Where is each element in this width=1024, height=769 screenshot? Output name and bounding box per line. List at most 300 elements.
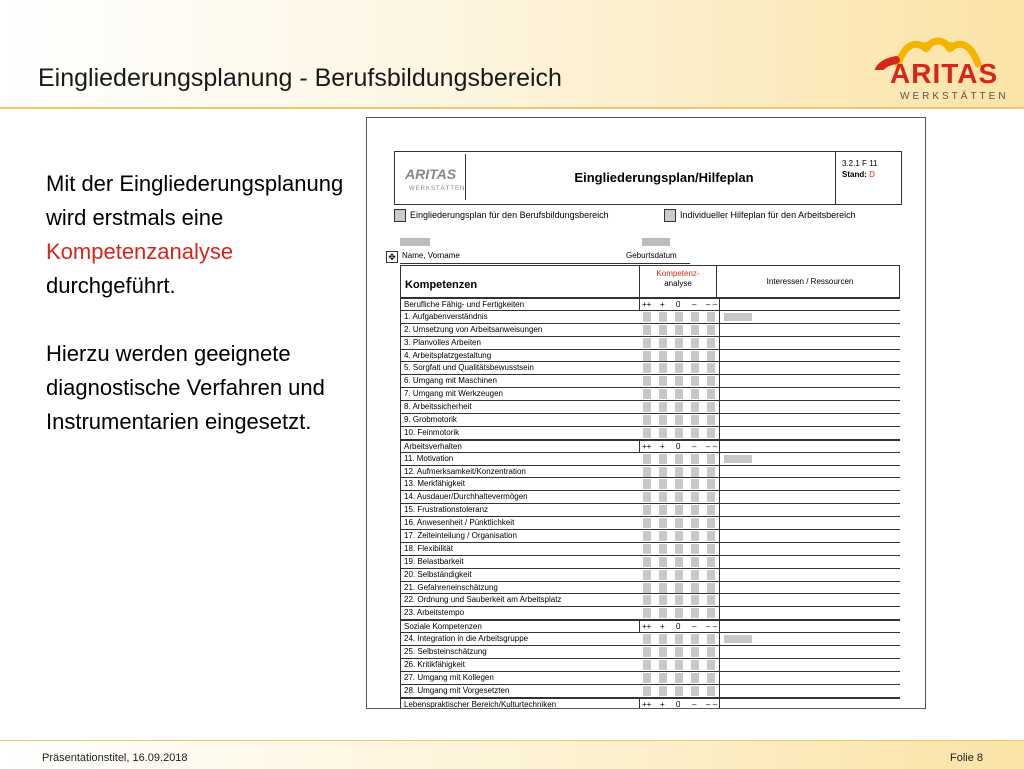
rating-cell[interactable]	[675, 402, 683, 412]
row-label: 6. Umgang mit Maschinen	[404, 376, 497, 386]
rating-cell[interactable]	[675, 467, 683, 477]
rating-cell[interactable]	[707, 660, 715, 670]
row-label: 21. Gefahreneinschätzung	[404, 582, 498, 592]
resource-cell	[719, 311, 902, 323]
rating-cell[interactable]	[643, 428, 651, 438]
rating-cell[interactable]	[707, 325, 715, 335]
rating-cell[interactable]	[643, 531, 651, 541]
rating-cell[interactable]	[707, 647, 715, 657]
scale-label: 0	[676, 622, 681, 632]
row-label: 19. Belastbarkeit	[404, 556, 464, 566]
rating-cell[interactable]	[691, 608, 699, 618]
rating-cell[interactable]	[675, 454, 683, 464]
rating-cell[interactable]	[707, 454, 715, 464]
rating-cell[interactable]	[707, 557, 715, 567]
resource-cell	[719, 337, 902, 349]
rating-cell[interactable]	[659, 415, 667, 425]
table-row	[400, 362, 900, 375]
rating-cells	[639, 659, 719, 671]
rating-cells	[639, 569, 719, 581]
row-label: 1. Aufgabenverständnis	[404, 311, 488, 321]
rating-cell[interactable]	[675, 570, 683, 580]
checkbox-icon	[664, 209, 676, 222]
table-row	[400, 401, 900, 414]
rating-cell[interactable]	[707, 363, 715, 373]
rating-cell[interactable]	[691, 505, 699, 515]
rating-cell[interactable]	[659, 595, 667, 605]
option-label: Eingliederungsplan für den Berufsbildungsbereich	[410, 209, 609, 220]
stand-value: D	[869, 170, 875, 179]
rating-cell[interactable]	[675, 376, 683, 386]
rating-cell[interactable]	[659, 454, 667, 464]
resource-cell	[719, 324, 902, 336]
rating-cell[interactable]	[691, 467, 699, 477]
rating-cells	[639, 556, 719, 568]
rating-cell[interactable]	[659, 531, 667, 541]
resource-cell	[719, 556, 902, 568]
rating-cell[interactable]	[707, 467, 715, 477]
rating-scale	[639, 441, 718, 452]
rating-cell[interactable]	[643, 454, 651, 464]
rating-cell[interactable]	[643, 312, 651, 322]
rating-cell[interactable]	[707, 583, 715, 593]
rating-cell[interactable]	[691, 570, 699, 580]
rating-cell[interactable]	[643, 544, 651, 554]
rating-cells	[639, 350, 719, 362]
rating-cells	[639, 685, 719, 697]
table-row	[400, 427, 900, 440]
rating-cell[interactable]	[707, 595, 715, 605]
rating-cell[interactable]	[659, 467, 667, 477]
rating-cell[interactable]	[707, 531, 715, 541]
table-row	[400, 517, 900, 530]
table-row	[400, 646, 900, 659]
rating-cell[interactable]	[659, 325, 667, 335]
scale-label: ++	[642, 441, 652, 451]
rating-cell[interactable]	[707, 505, 715, 515]
rating-cell[interactable]	[691, 595, 699, 605]
resource-cell	[719, 388, 902, 400]
rating-cell[interactable]	[659, 544, 667, 554]
rating-cells	[639, 607, 719, 619]
scale-label: +	[660, 622, 665, 632]
row-label: 23. Arbeitstempo	[404, 608, 465, 618]
rating-cell[interactable]	[707, 415, 715, 425]
rating-cell[interactable]	[675, 479, 683, 489]
table-row	[400, 491, 900, 504]
rating-cells	[639, 466, 719, 478]
table-row	[400, 324, 900, 337]
rating-cell[interactable]	[691, 531, 699, 541]
rating-cell[interactable]	[643, 467, 651, 477]
resource-cell	[719, 569, 902, 581]
rating-cell[interactable]	[675, 647, 683, 657]
rating-cell[interactable]	[643, 415, 651, 425]
row-label: 10. Feinmotorik	[404, 427, 460, 437]
rating-cells	[639, 491, 719, 503]
table-header	[400, 265, 900, 298]
rating-cell[interactable]	[707, 312, 715, 322]
resource-cell	[719, 414, 902, 426]
rating-cell[interactable]	[675, 673, 683, 683]
scale-label: –	[692, 622, 697, 632]
table-row	[400, 685, 900, 698]
resource-cell	[719, 441, 902, 452]
rating-cell[interactable]	[659, 376, 667, 386]
form-logo-sub: WERKSTÄTTEN	[409, 186, 466, 192]
footer-title-date: Präsentationstitel, 16.09.2018	[42, 752, 188, 764]
section-row	[400, 698, 900, 709]
rating-cell[interactable]	[675, 595, 683, 605]
resource-cell	[719, 491, 902, 503]
rating-cell[interactable]	[691, 492, 699, 502]
row-label: 13. Merkfähigkeit	[404, 479, 465, 489]
table-row	[400, 659, 900, 672]
name-label: Name, Vorname	[402, 251, 460, 260]
rating-cell[interactable]	[675, 363, 683, 373]
resource-cell	[719, 375, 902, 387]
checkbox-icon	[394, 209, 406, 222]
scale-label: – –	[706, 300, 718, 309]
rating-cell[interactable]	[659, 402, 667, 412]
resource-cell	[719, 362, 902, 374]
rating-cell[interactable]	[643, 505, 651, 515]
table-row	[400, 311, 900, 324]
rating-cell[interactable]	[659, 608, 667, 618]
rating-cell[interactable]	[675, 428, 683, 438]
rating-cell[interactable]	[707, 544, 715, 554]
rating-cell[interactable]	[643, 479, 651, 489]
rating-cell[interactable]	[643, 570, 651, 580]
rating-cell[interactable]	[643, 363, 651, 373]
rating-cell[interactable]	[691, 351, 699, 361]
rating-cell[interactable]	[707, 686, 715, 696]
rating-cell[interactable]	[691, 428, 699, 438]
resource-cell	[719, 466, 902, 478]
slide-body	[46, 167, 346, 439]
rating-cell[interactable]	[691, 634, 699, 644]
rating-cell[interactable]	[675, 351, 683, 361]
birthdate-label: Geburtsdatum	[626, 251, 677, 260]
rating-cell[interactable]	[691, 454, 699, 464]
rating-cell[interactable]	[691, 660, 699, 670]
resource-cell	[719, 478, 902, 490]
rating-cell[interactable]	[643, 660, 651, 670]
table-row	[400, 607, 900, 620]
rating-cell[interactable]	[675, 660, 683, 670]
row-label: Arbeitsverhalten	[404, 441, 462, 451]
rating-cell[interactable]	[691, 389, 699, 399]
rating-cell[interactable]	[707, 492, 715, 502]
rating-cells	[639, 517, 719, 529]
rating-cell[interactable]	[643, 351, 651, 361]
row-label: 22. Ordnung und Sauberkeit am Arbeitsplatz	[404, 595, 562, 605]
rating-cell[interactable]	[643, 608, 651, 618]
rating-cell[interactable]	[659, 492, 667, 502]
form-logo	[397, 154, 466, 200]
rating-cells	[639, 401, 719, 413]
table-row	[400, 543, 900, 556]
rating-cell[interactable]	[675, 389, 683, 399]
scale-label: –	[692, 300, 697, 309]
rating-scale	[639, 299, 718, 310]
rating-cell[interactable]	[675, 557, 683, 567]
scale-label: +	[660, 441, 665, 451]
scale-label: +	[660, 300, 665, 309]
row-label: Soziale Kompetenzen	[404, 622, 482, 632]
rating-cell[interactable]	[659, 505, 667, 515]
resource-cell	[719, 350, 902, 362]
rating-cells	[639, 504, 719, 516]
rating-cell[interactable]	[659, 363, 667, 373]
table-row	[400, 594, 900, 607]
rating-cell[interactable]	[675, 415, 683, 425]
table-row	[400, 504, 900, 517]
intro-text: Mit der Eingliederungsplanung wird erstmals eine	[46, 171, 344, 230]
rating-cells	[639, 337, 719, 349]
rating-cell[interactable]	[643, 402, 651, 412]
table-row	[400, 569, 900, 582]
form-code-box	[835, 152, 901, 204]
resource-cell	[719, 299, 902, 310]
table-row	[400, 375, 900, 388]
form-code: 3.2.1 F 11	[842, 159, 878, 168]
scale-label: 0	[676, 441, 681, 451]
rating-cell[interactable]	[659, 312, 667, 322]
row-label: 4. Arbeitsplatzgestaltung	[404, 350, 492, 360]
rating-cell[interactable]	[659, 647, 667, 657]
resource-cell	[719, 427, 902, 439]
rating-cell[interactable]	[707, 634, 715, 644]
rating-cell[interactable]	[691, 415, 699, 425]
rating-cell[interactable]	[659, 570, 667, 580]
rating-cell[interactable]	[691, 338, 699, 348]
resource-cell	[719, 401, 902, 413]
name-row	[400, 249, 690, 264]
rating-cells	[639, 672, 719, 684]
rating-cells	[639, 324, 719, 336]
resource-cell	[719, 672, 902, 684]
header-kompetenzen: Kompetenzen	[405, 279, 478, 291]
rating-cell[interactable]	[691, 312, 699, 322]
slide-footer	[0, 740, 1024, 769]
rating-cells	[639, 543, 719, 555]
scale-label: – –	[706, 622, 718, 632]
slide-number: Folie 8	[950, 752, 984, 764]
resource-cell	[719, 699, 902, 709]
row-label: 12. Aufmerksamkeit/Konzentration	[404, 466, 526, 476]
rating-cell[interactable]	[675, 312, 683, 322]
rating-cells	[639, 375, 719, 387]
rating-cell[interactable]	[707, 402, 715, 412]
rating-cell[interactable]	[659, 634, 667, 644]
row-label: 27. Umgang mit Kollegen	[404, 672, 494, 682]
rating-cell[interactable]	[675, 634, 683, 644]
row-label: 7. Umgang mit Werkzeugen	[404, 389, 504, 399]
caritas-logo	[868, 30, 1008, 104]
redaction-bar	[724, 635, 752, 643]
rating-cell[interactable]	[691, 673, 699, 683]
row-label: 3. Planvolles Arbeiten	[404, 337, 481, 347]
rating-cell[interactable]	[675, 544, 683, 554]
header-divider	[0, 107, 1024, 109]
rating-cell[interactable]	[691, 583, 699, 593]
table-row	[400, 350, 900, 363]
section-row	[400, 298, 900, 311]
rating-cell[interactable]	[659, 583, 667, 593]
rating-cell[interactable]	[643, 389, 651, 399]
table-row	[400, 453, 900, 466]
rating-cell[interactable]	[643, 325, 651, 335]
table-row	[400, 556, 900, 569]
rating-cell[interactable]	[659, 518, 667, 528]
rating-cell[interactable]	[691, 363, 699, 373]
rating-cells	[639, 414, 719, 426]
header-analyse-bottom: analyse	[664, 279, 692, 288]
rating-cell[interactable]	[707, 351, 715, 361]
paragraph-intro	[46, 167, 346, 303]
rating-cells	[639, 427, 719, 439]
rating-cell[interactable]	[643, 686, 651, 696]
rating-cell[interactable]	[675, 686, 683, 696]
row-label: 26. Kritikfähigkeit	[404, 659, 465, 669]
logo-subtitle: WERKSTÄTTEN	[900, 91, 1009, 102]
rating-cell[interactable]	[691, 479, 699, 489]
rating-cell[interactable]	[643, 492, 651, 502]
redaction-bar	[642, 238, 670, 246]
form-header	[394, 151, 902, 205]
row-label: 2. Umsetzung von Arbeitsanweisungen	[404, 324, 543, 334]
rating-cell[interactable]	[707, 673, 715, 683]
rating-cells	[639, 633, 719, 645]
resource-cell	[719, 504, 902, 516]
form-title: Eingliederungsplan/Hilfeplan	[574, 170, 754, 185]
rating-cell[interactable]	[691, 325, 699, 335]
rating-cell[interactable]	[659, 389, 667, 399]
rating-cell[interactable]	[707, 479, 715, 489]
rating-cell[interactable]	[707, 376, 715, 386]
rating-cell[interactable]	[643, 557, 651, 567]
row-label: 24. Integration in die Arbeitsgruppe	[404, 634, 529, 644]
logo-wordmark: ARITAS	[890, 58, 999, 89]
rating-cell[interactable]	[659, 686, 667, 696]
rating-scale	[639, 699, 718, 709]
rating-cell[interactable]	[691, 557, 699, 567]
option-arbeitsbereich	[664, 209, 856, 222]
rating-cell[interactable]	[691, 544, 699, 554]
rating-cell[interactable]	[659, 557, 667, 567]
header-interessen: Interessen / Ressourcen	[766, 277, 854, 286]
rating-cell[interactable]	[691, 647, 699, 657]
row-label: 18. Flexibilität	[404, 543, 453, 553]
table-row	[400, 337, 900, 350]
rating-cell[interactable]	[691, 376, 699, 386]
rating-cell[interactable]	[675, 492, 683, 502]
table-row	[400, 388, 900, 401]
rating-cell[interactable]	[643, 583, 651, 593]
rating-cell[interactable]	[675, 505, 683, 515]
rating-cell[interactable]	[643, 338, 651, 348]
scale-label: ++	[642, 300, 652, 309]
rating-cell[interactable]	[675, 583, 683, 593]
rating-cell[interactable]	[707, 518, 715, 528]
rating-cell[interactable]	[691, 518, 699, 528]
scale-label: –	[692, 699, 697, 709]
competence-table	[400, 265, 900, 709]
scale-label: ++	[642, 622, 652, 632]
rating-cell[interactable]	[659, 673, 667, 683]
resource-cell	[719, 607, 902, 619]
redaction-bar	[724, 455, 752, 463]
resource-cell	[719, 582, 902, 594]
table-row	[400, 582, 900, 595]
row-label: Berufliche Fähig- und Fertigkeiten	[404, 300, 525, 309]
rating-cell[interactable]	[707, 389, 715, 399]
rating-cell[interactable]	[643, 376, 651, 386]
resource-cell	[719, 594, 902, 606]
scale-label: 0	[676, 699, 681, 709]
rating-cell[interactable]	[691, 686, 699, 696]
rating-cell[interactable]	[675, 325, 683, 335]
rating-cells	[639, 311, 719, 323]
rating-cell[interactable]	[659, 479, 667, 489]
rating-cell[interactable]	[675, 518, 683, 528]
section-row	[400, 620, 900, 633]
stand-label: Stand:	[842, 170, 867, 179]
rating-cell[interactable]	[643, 595, 651, 605]
rating-cells	[639, 530, 719, 542]
row-label: 14. Ausdauer/Durchhaltevermögen	[404, 492, 528, 502]
row-label: 28. Umgang mit Vorgesetzten	[404, 685, 510, 695]
move-handle-icon: ✥	[386, 251, 398, 263]
rating-cell[interactable]	[643, 673, 651, 683]
highlight-term: Kompetenzanalyse	[46, 239, 234, 264]
rating-cell[interactable]	[659, 338, 667, 348]
rating-cell[interactable]	[659, 351, 667, 361]
scale-label: 0	[676, 300, 681, 309]
rating-cell[interactable]	[675, 531, 683, 541]
resource-cell	[719, 685, 902, 697]
rating-cells	[639, 594, 719, 606]
table-row	[400, 466, 900, 479]
rating-cell[interactable]	[659, 660, 667, 670]
redaction-bar	[724, 313, 752, 321]
resource-cell	[719, 517, 902, 529]
rating-cell[interactable]	[707, 428, 715, 438]
table-row	[400, 633, 900, 646]
rating-cells	[639, 478, 719, 490]
rating-cell[interactable]	[643, 518, 651, 528]
rating-cell[interactable]	[659, 428, 667, 438]
rating-cell[interactable]	[707, 608, 715, 618]
rating-cell[interactable]	[643, 647, 651, 657]
table-row	[400, 414, 900, 427]
rating-cell[interactable]	[675, 608, 683, 618]
rating-cell[interactable]	[643, 634, 651, 644]
form-scan	[366, 117, 926, 709]
scale-label: ++	[642, 699, 652, 709]
resource-cell	[719, 659, 902, 671]
rating-cells	[639, 362, 719, 374]
rating-cells	[639, 582, 719, 594]
resource-cell	[719, 633, 902, 645]
table-row	[400, 530, 900, 543]
rating-cell[interactable]	[675, 338, 683, 348]
table-body	[400, 298, 900, 709]
rating-cell[interactable]	[707, 338, 715, 348]
rating-cell[interactable]	[691, 402, 699, 412]
rating-cell[interactable]	[707, 570, 715, 580]
